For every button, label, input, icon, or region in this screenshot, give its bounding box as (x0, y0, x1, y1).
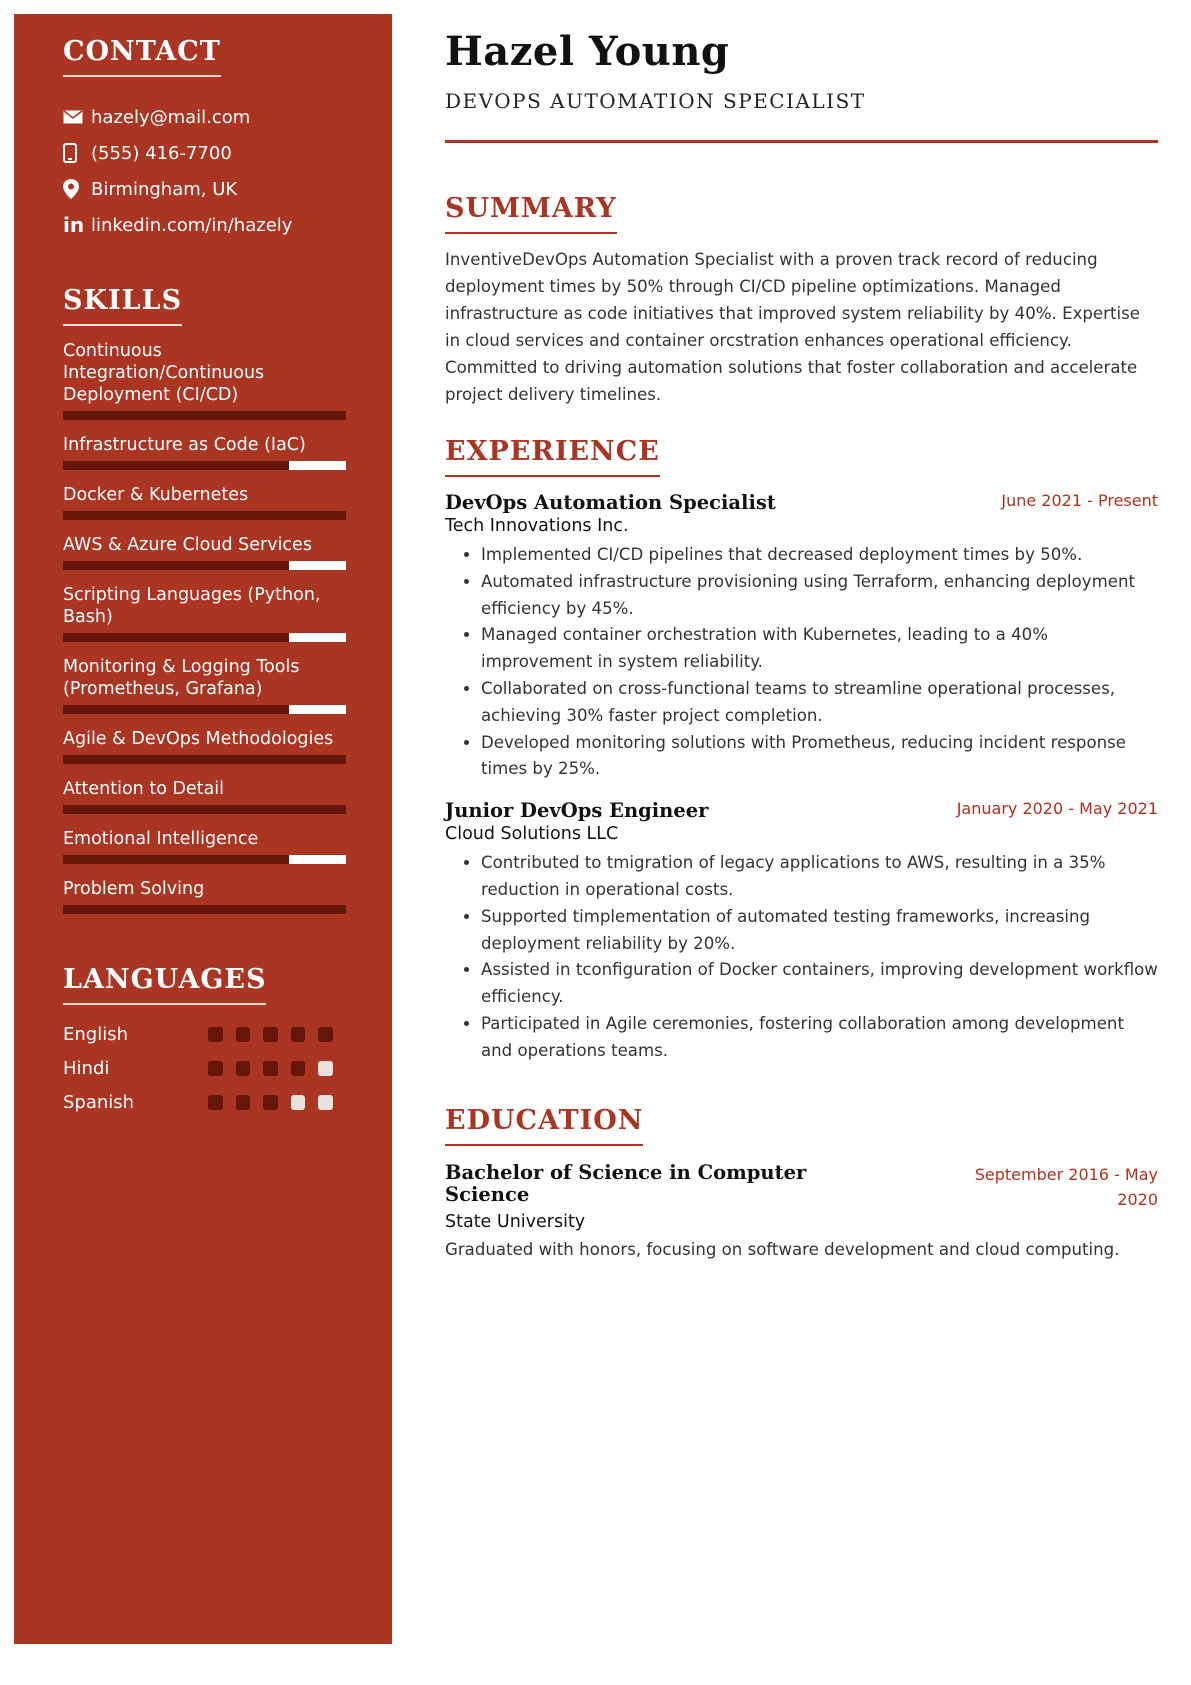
job-bullet: • Managed container orchestration with Kubernetes, leading to a 40% improvement in system reliability. (481, 622, 1158, 676)
sidebar-content (63, 14, 346, 1119)
skills-heading: SKILLS (63, 285, 182, 326)
job-bullet: • Participated in Agile ceremonies, fostering collaboration among development and operations teams. (481, 1011, 1158, 1065)
sidebar (14, 14, 392, 1644)
language-rating-dot (208, 1027, 223, 1042)
contact-phone[interactable] (63, 135, 346, 171)
skill-level-fill (63, 633, 289, 642)
job-bullets (445, 850, 1158, 1064)
skill-level-fill (63, 755, 346, 764)
education-degree: Bachelor of Science in Computer Science (445, 1160, 807, 1206)
contact-email[interactable] (63, 99, 346, 135)
education-date: September 2016 - May 2020 (974, 1164, 1158, 1209)
contact-email-text: hazely@mail.com (91, 106, 251, 128)
language-rating-dot (291, 1027, 306, 1042)
skill-level-bar (63, 755, 346, 764)
job-bullets (445, 542, 1158, 783)
contact-linkedin-text: linkedin.com/in/hazely (91, 214, 293, 236)
job-bullet: • Implemented CI/CD pipelines that decreased deployment times by 50%. (481, 542, 1158, 569)
language-rating-dot (291, 1095, 306, 1110)
skill-level-fill (63, 705, 289, 714)
job-bullet: • Collaborated on cross-functional teams to streamline operational processes, achieving 30% faster project completion. (481, 676, 1158, 730)
job-bullet: • Automated infrastructure provisioning using Terraform, enhancing deployment efficiency by 45%. (481, 569, 1158, 623)
experience-section (445, 436, 1158, 1065)
job-header (445, 799, 1158, 822)
language-rating-dot (263, 1095, 278, 1110)
contact-heading: CONTACT (63, 36, 221, 77)
skill-level-bar (63, 511, 346, 520)
skill-item (63, 828, 346, 864)
skills-section (63, 285, 346, 914)
skill-name: Attention to Detail (63, 779, 225, 799)
education-heading: EDUCATION (445, 1105, 643, 1146)
skill-level-bar (63, 461, 346, 470)
skill-item (63, 656, 346, 714)
language-row (63, 1017, 346, 1051)
experience-list (445, 491, 1158, 1065)
skill-name: Agile & DevOps Methodologies (63, 729, 334, 749)
linkedin-icon: in (63, 213, 85, 237)
skill-level-bar (63, 561, 346, 570)
job-header (445, 491, 1158, 514)
job-date: January 2020 - May 2021 (956, 799, 1158, 819)
job-bullet: • Supported timplementation of automated testing frameworks, increasing deployment reliability by 20%. (481, 904, 1158, 958)
skill-name: Scripting Languages (Python, Bash) (63, 585, 321, 627)
skill-item (63, 434, 346, 470)
contact-location (63, 171, 346, 207)
skill-item (63, 778, 346, 814)
header-divider (445, 140, 1158, 143)
skill-name: Continuous Integration/Continuous Deployment (CI/CD) (63, 341, 265, 405)
skill-item (63, 878, 346, 914)
language-rating-dot (318, 1061, 333, 1076)
contact-location-text: Birmingham, UK (91, 178, 238, 200)
skill-level-bar (63, 633, 346, 642)
languages-heading: LANGUAGES (63, 964, 266, 1005)
skill-level-fill (63, 905, 346, 914)
job-title: Junior DevOps Engineer (445, 799, 709, 823)
skill-item (63, 340, 346, 420)
skill-level-bar (63, 905, 346, 914)
language-rating-dot (263, 1061, 278, 1076)
skill-level-fill (63, 461, 289, 470)
candidate-title: DEVOPS AUTOMATION SPECIALIST (445, 89, 866, 113)
skill-item (63, 484, 346, 520)
skill-name: Monitoring & Logging Tools (Prometheus, Grafana) (63, 657, 300, 699)
skill-item (63, 728, 346, 764)
language-rating-dot (208, 1061, 223, 1076)
skill-item (63, 584, 346, 642)
language-name: Spanish (63, 1091, 135, 1113)
candidate-name: Hazel Young (445, 28, 730, 75)
job-title: DevOps Automation Specialist (445, 491, 776, 514)
skill-level-bar (63, 805, 346, 814)
skill-item (63, 534, 346, 570)
job-entry (445, 491, 1158, 783)
language-rating-dot (291, 1061, 306, 1076)
education-description: Graduated with honors, focusing on software development and cloud computing. (445, 1239, 1120, 1259)
language-rating-dot (236, 1061, 251, 1076)
skill-level-fill (63, 411, 346, 420)
education-header (445, 1162, 1158, 1212)
skill-level-fill (63, 855, 289, 864)
location-pin-icon (63, 179, 91, 199)
job-entry (445, 799, 1158, 1064)
contact-list (63, 99, 346, 243)
experience-heading: EXPERIENCE (445, 436, 660, 477)
job-bullet: • Developed monitoring solutions with Prometheus, reducing incident response times by 25%. (481, 730, 1158, 784)
skill-level-bar (63, 705, 346, 714)
contact-linkedin[interactable] (63, 207, 346, 243)
job-bullet: • Contributed to tmigration of legacy applications to AWS, resulting in a 35% reduction in operational costs. (481, 850, 1158, 904)
language-name: English (63, 1023, 128, 1045)
language-rating-dot (318, 1095, 333, 1110)
phone-icon (63, 143, 91, 163)
language-rating-dot (263, 1027, 278, 1042)
summary-heading: SUMMARY (445, 193, 617, 234)
job-bullet: • Assisted in tconfiguration of Docker containers, improving development workflow efficiency. (481, 957, 1158, 1011)
language-row (63, 1085, 346, 1119)
skill-name: Problem Solving (63, 879, 205, 899)
contact-phone-text: (555) 416-7700 (91, 142, 232, 164)
mail-icon (63, 110, 91, 124)
skill-level-fill (63, 511, 346, 520)
skill-name: Docker & Kubernetes (63, 485, 249, 505)
skill-name: Infrastructure as Code (IaC) (63, 435, 306, 455)
summary-section (445, 193, 1158, 408)
job-company: Tech Innovations Inc. (445, 516, 629, 536)
main-content (445, 28, 1158, 1263)
job-date: June 2021 - Present (1001, 491, 1158, 510)
skill-name: Emotional Intelligence (63, 829, 259, 849)
languages-section (63, 964, 346, 1119)
skill-level-fill (63, 561, 289, 570)
skill-level-bar (63, 855, 346, 864)
language-rating-dot (318, 1027, 333, 1042)
skill-level-fill (63, 805, 346, 814)
education-section (445, 1105, 1158, 1263)
skill-level-bar (63, 411, 346, 420)
education-school: State University (445, 1211, 586, 1232)
skills-list (63, 340, 346, 914)
job-company: Cloud Solutions LLC (445, 824, 619, 845)
skill-name: AWS & Azure Cloud Services (63, 535, 312, 555)
language-rating-dot (236, 1095, 251, 1110)
language-name: Hindi (63, 1057, 110, 1079)
language-row (63, 1051, 346, 1085)
summary-text: InventiveDevOps Automation Specialist with a proven track record of reducing deployment times by 50% through CI/CD pipeline optimizations. Managed infrastructure as code initiatives that improved system reliability by 40%. Expertise in cloud services and container orcstration enhances operational efficiency. Committed to driving automation solutions that foster collaboration and accelerate project delivery timelines. (445, 250, 1140, 404)
languages-list (63, 1017, 346, 1119)
language-rating-dot (236, 1027, 251, 1042)
language-rating-dot (208, 1095, 223, 1110)
